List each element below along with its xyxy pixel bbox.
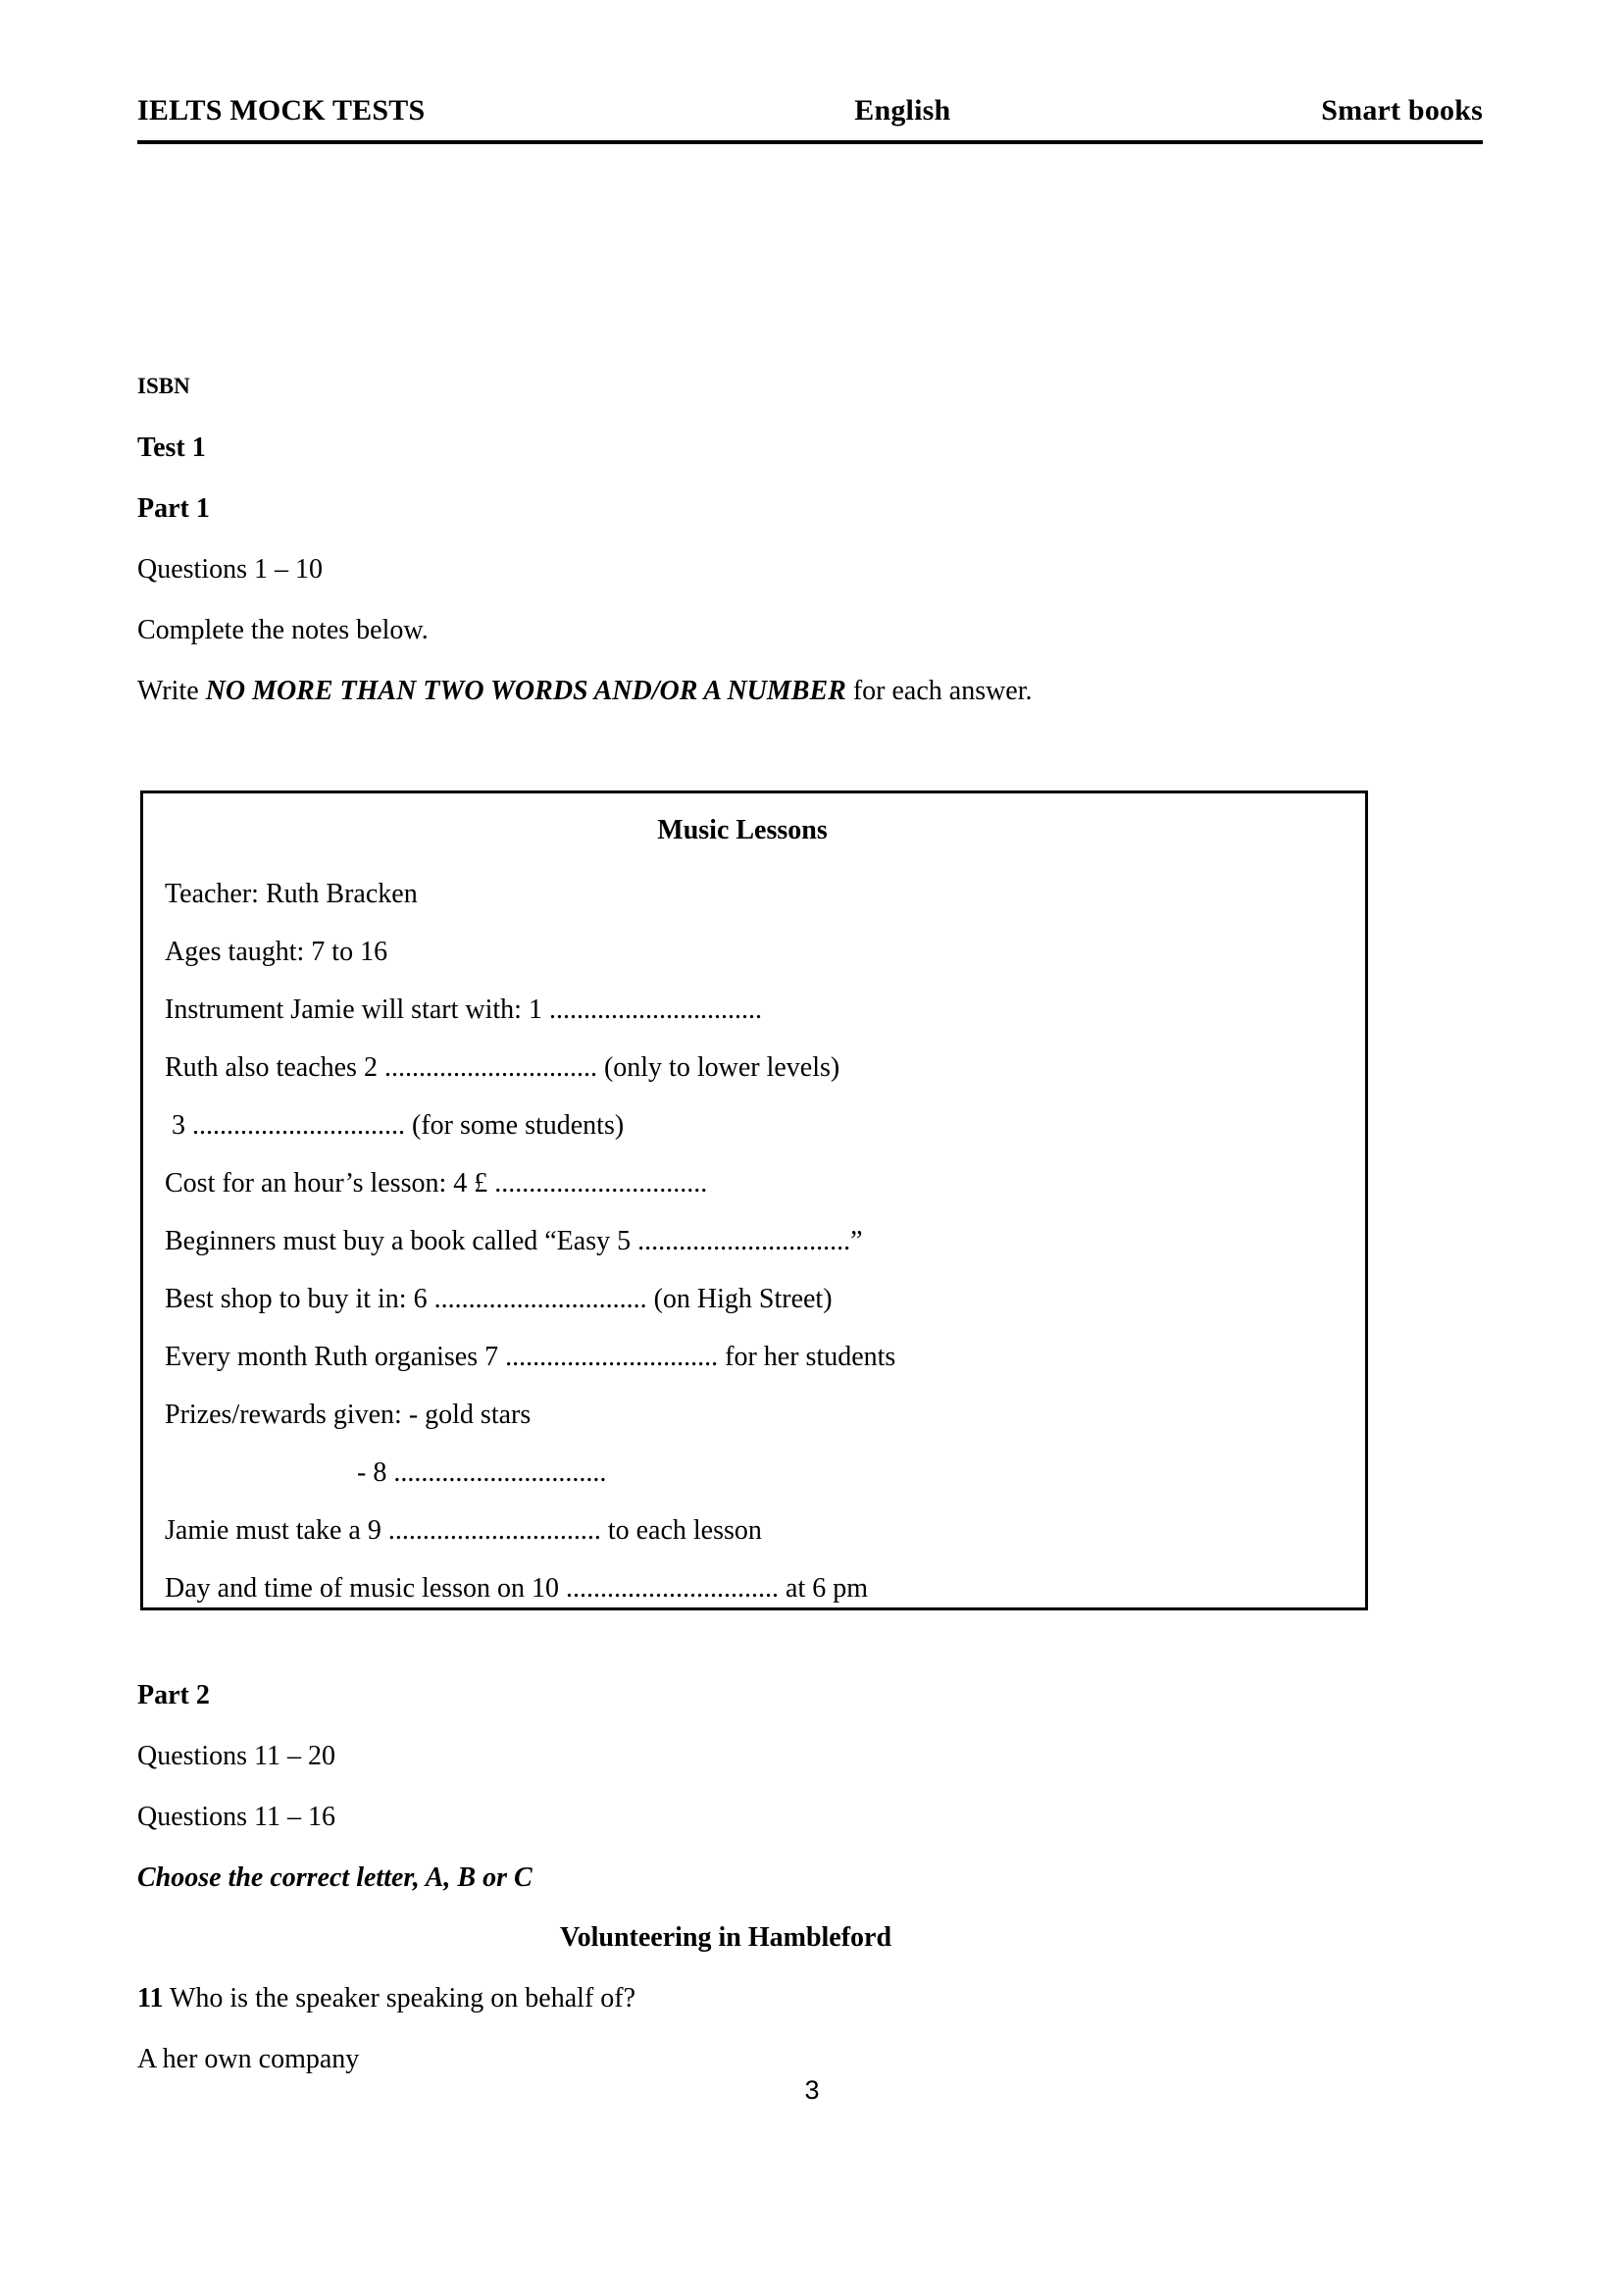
note-line-q5-book: Beginners must buy a book called “Easy 5 ...............................”	[165, 1226, 863, 1257]
part-2-label: Part 2	[137, 1680, 210, 1710]
page-number: 3	[804, 2075, 820, 2105]
question-11-option-a: A her own company	[137, 2044, 360, 2075]
instruction-write-prefix: Write	[137, 676, 206, 707]
section-title-volunteering: Volunteering in Hambleford	[559, 1922, 892, 1954]
note-line-q9-take: Jamie must take a 9 ............................... to each lesson	[165, 1515, 762, 1547]
note-line-q3-some-students: 3 ............................... (for some students)	[165, 1110, 625, 1142]
note-line-q4-cost: Cost for an hour’s lesson: 4 £ ...............................	[165, 1168, 708, 1199]
instruction-complete-notes: Complete the notes below.	[137, 615, 429, 646]
note-line-q10-day-time: Day and time of music lesson on 10 ............................... at 6 pm	[165, 1573, 869, 1605]
test-label: Test 1	[137, 433, 206, 464]
isbn-label: ISBN	[137, 374, 190, 398]
note-line-q6-shop: Best shop to buy it in: 6 ............................... (on High Street)	[165, 1284, 833, 1315]
note-line-q7-organises: Every month Ruth organises 7 ............................... for her students	[165, 1342, 896, 1373]
questions-range-11-20: Questions 11 – 20	[137, 1741, 335, 1772]
question-11-text: Who is the speaker speaking on behalf of?	[163, 1983, 636, 2014]
note-line-q2-also-teaches: Ruth also teaches 2 ............................... (only to lower levels)	[165, 1052, 840, 1084]
note-line-teacher: Teacher: Ruth Bracken	[165, 879, 418, 909]
note-line-ages: Ages taught: 7 to 16	[165, 937, 388, 968]
part-2-block	[137, 1679, 1491, 2104]
question-11	[137, 1982, 1491, 2014]
note-line-q8-prize: - 8 ...............................	[357, 1457, 607, 1489]
note-line-q1-instrument: Instrument Jamie will start with: 1 ...............................	[165, 994, 762, 1026]
instruction-write-suffix: for each answer.	[845, 676, 1033, 707]
header-center-title: English	[854, 94, 951, 127]
header-left-title: IELTS MOCK TESTS	[137, 94, 426, 127]
intro-text-block	[137, 373, 1491, 736]
header-right-title: Smart books	[1321, 94, 1483, 127]
note-line-prizes: Prizes/rewards given: - gold stars	[165, 1400, 532, 1431]
questions-range-11-16: Questions 11 – 16	[137, 1802, 335, 1833]
questions-range-1-10: Questions 1 – 10	[137, 554, 323, 586]
running-header	[137, 94, 1483, 127]
header-divider-rule	[137, 140, 1483, 144]
instruction-write-answer	[137, 675, 1491, 707]
notes-box-title: Music Lessons	[657, 815, 828, 845]
instruction-write-emphasis: NO MORE THAN TWO WORDS AND/OR A NUMBER	[205, 676, 846, 707]
question-11-number: 11	[137, 1983, 164, 2014]
instruction-choose-letter: Choose the correct letter, A, B or C	[137, 1862, 533, 1894]
part-1-label: Part 1	[137, 493, 210, 525]
music-lessons-notes-box	[140, 790, 1368, 1610]
